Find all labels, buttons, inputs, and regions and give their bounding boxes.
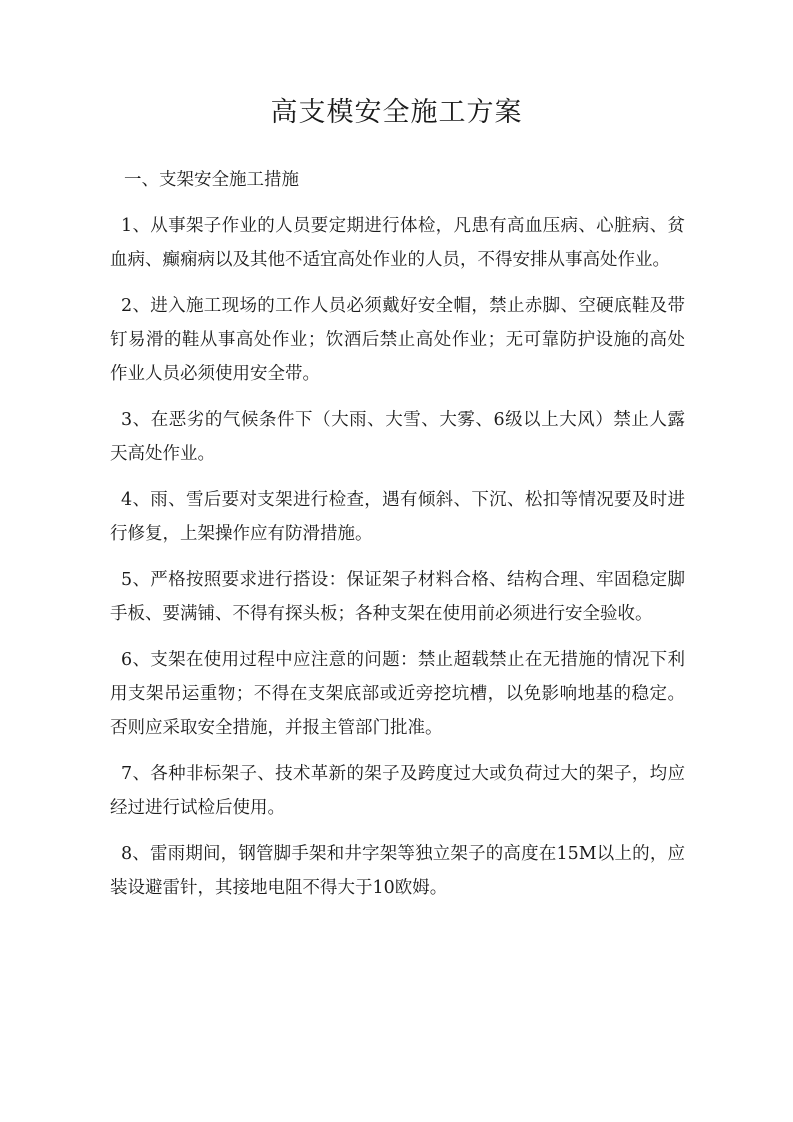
paragraph-7: 7、各种非标架子、技术革新的架子及跨度过大或负荷过大的架子，均应经过进行试检后使用。 <box>110 764 685 818</box>
document-body <box>110 163 685 917</box>
paragraph-4: 4、雨、雪后要对支架进行检查，遇有倾斜、下沉、松扣等情况要及时进行修复，上架操作应有防滑措施。 <box>110 490 685 544</box>
page-title: 高支模安全施工方案 <box>270 97 523 128</box>
paragraph-5: 5、严格按照要求进行搭设：保证架子材料合格、结构合理、牢固稳定脚手板、要满铺、不得有探头板；各种支架在使用前必须进行安全验收。 <box>110 570 685 624</box>
paragraph-3: 3、在恶劣的气候条件下（大雨、大雪、大雾、6级以上大风）禁止人露天高处作业。 <box>110 410 685 464</box>
paragraph-6: 6、支架在使用过程中应注意的问题：禁止超载禁止在无措施的情况下利用支架吊运重物；不得在支架底部或近旁挖坑槽，以免影响地基的稳定。否则应采取安全措施，并报主管部门批准。 <box>110 650 685 738</box>
paragraph-1: 1、从事架子作业的人员要定期进行体检，凡患有高血压病、心脏病、贫血病、癫痫病以及其他不适宜高处作业的人员，不得安排从事高处作业。 <box>110 216 685 270</box>
paragraph-2: 2、进入施工现场的工作人员必须戴好安全帽，禁止赤脚、空硬底鞋及带钉易滑的鞋从事高处作业；饮酒后禁止高处作业；无可靠防护设施的高处作业人员必须使用安全带。 <box>110 296 685 384</box>
paragraph-8: 8、雷雨期间，钢管脚手架和井字架等独立架子的高度在15M以上的，应装设避雷针，其接地电阻不得大于10欧姆。 <box>110 844 685 898</box>
section-heading: 一、支架安全施工措施 <box>124 170 299 190</box>
